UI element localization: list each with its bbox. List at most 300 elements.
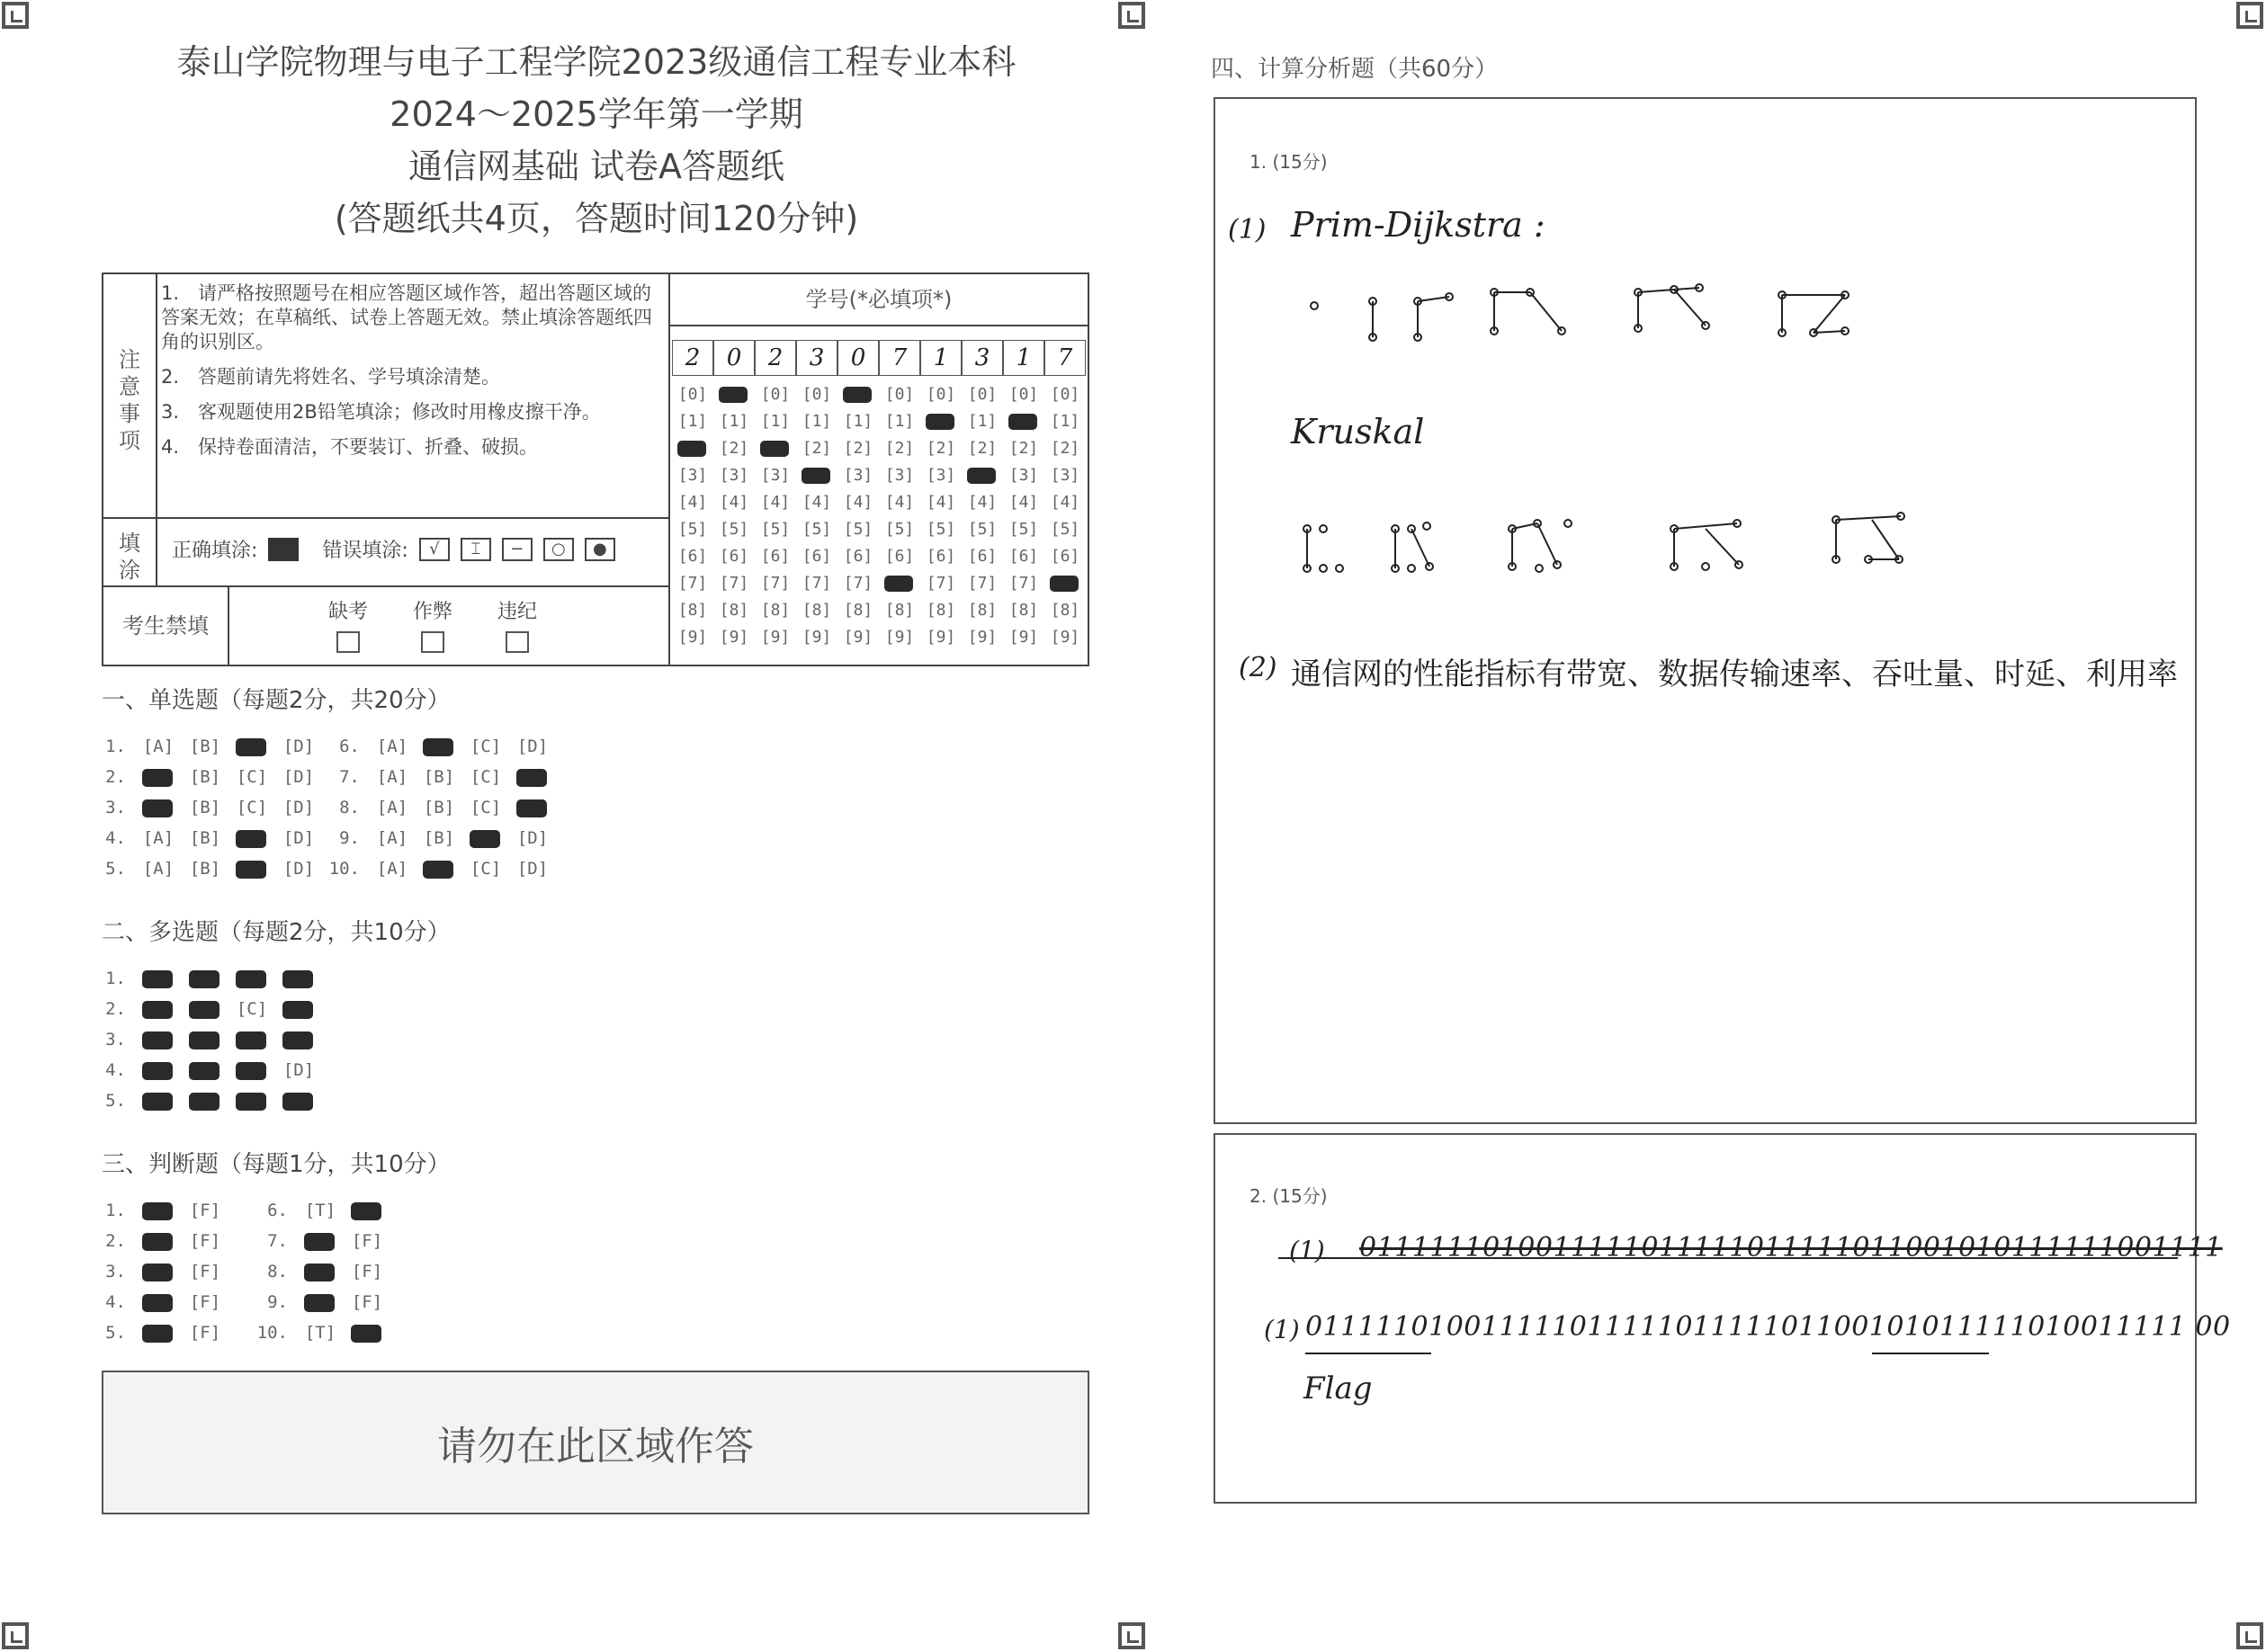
answer-option-bubble[interactable] [344, 1323, 390, 1343]
answer-option-bubble[interactable] [228, 1060, 275, 1080]
student-id-bubble[interactable]: [2] [802, 439, 832, 458]
student-id-bubble[interactable]: [4] [967, 493, 998, 512]
student-id-bubble[interactable]: [7] [843, 574, 873, 593]
answer-option-bubble[interactable]: [D] [516, 859, 549, 879]
question-row [90, 853, 322, 884]
answer-option-bubble[interactable] [509, 767, 556, 787]
section4-title: 四、计算分析题（共60分） [1211, 56, 1499, 83]
student-id-bubble[interactable]: [4] [677, 493, 708, 512]
answer-option-bubble[interactable]: [C] [236, 798, 268, 817]
student-id-bubble[interactable]: [4] [1008, 493, 1039, 512]
question-row [324, 792, 556, 823]
answer-option-bubble[interactable] [416, 737, 462, 756]
kruskal-tree-sketches [1296, 504, 1980, 594]
student-id-bubble[interactable]: [9] [719, 628, 749, 647]
answer-option-bubble[interactable] [297, 1292, 344, 1312]
answer-option-bubble[interactable]: [B] [189, 798, 221, 817]
exam-header [102, 36, 1091, 245]
answer-box-q2[interactable] [1214, 1133, 2231, 1504]
corner-marker-bottom-left [2, 1622, 29, 1649]
question-number: 2. [105, 1231, 126, 1251]
answer-option-bubble[interactable] [228, 859, 275, 879]
student-id-bubble[interactable]: [1] [967, 412, 998, 431]
answer-option-bubble[interactable]: [F] [351, 1292, 383, 1312]
prim-tree-sketches [1296, 270, 1881, 351]
answer-option-bubble[interactable] [135, 1262, 182, 1281]
answer-option-bubble[interactable] [228, 737, 275, 756]
question-number: 8. [267, 1262, 288, 1281]
student-id-bubble[interactable] [837, 384, 879, 406]
student-id-bubble[interactable]: [7] [677, 574, 708, 593]
question-row [252, 1317, 390, 1348]
forbid-side-label: 考生禁填 [103, 585, 229, 666]
student-id-bubble[interactable]: [0] [1008, 385, 1039, 404]
answer-option-bubble[interactable]: [B] [423, 767, 455, 787]
answer-option-bubble[interactable] [228, 1030, 275, 1049]
question-row [90, 731, 322, 762]
student-id-bubble[interactable]: [5] [677, 520, 708, 539]
student-id-bubble[interactable] [962, 465, 1003, 487]
question-row [90, 1055, 322, 1085]
question-row [90, 1256, 228, 1287]
student-id-bubble[interactable] [796, 465, 837, 487]
notice-side-label: 注意事项 [119, 347, 140, 453]
answer-option-bubble[interactable]: [C] [470, 798, 502, 817]
question-row [90, 963, 322, 994]
student-id-bubble[interactable]: [6] [926, 547, 956, 566]
header-line-1: 泰山学院物理与电子工程学院2023级通信工程专业本科 [176, 42, 1017, 82]
answer-option-bubble[interactable]: [D] [516, 737, 549, 756]
q2-flag-underline-2 [1872, 1353, 1989, 1354]
answer-option-bubble[interactable]: [C] [470, 737, 502, 756]
student-id-bubble[interactable]: [4] [719, 493, 749, 512]
student-id-bubble[interactable] [755, 438, 796, 460]
student-id-bubble[interactable]: [6] [884, 547, 915, 566]
student-id-bubble[interactable]: [1] [884, 412, 915, 431]
student-id-bubble[interactable]: [6] [760, 547, 791, 566]
student-id-bubble[interactable]: [2] [884, 439, 915, 458]
question-number: 10. [328, 859, 360, 879]
forbid-cheat-checkbox[interactable] [421, 631, 444, 653]
student-id-bubble[interactable]: [6] [967, 547, 998, 566]
student-id-digit: 0 [713, 340, 755, 376]
forbid-absent-checkbox[interactable] [336, 631, 360, 653]
student-id-bubble[interactable]: [4] [760, 493, 791, 512]
answer-option-bubble[interactable]: [A] [376, 798, 408, 817]
forbid-row [328, 596, 537, 653]
question-number: 7. [267, 1231, 288, 1251]
question-number: 1. [105, 1201, 126, 1220]
answer-option-bubble[interactable]: [F] [189, 1231, 221, 1251]
answer-option-bubble[interactable] [275, 969, 322, 988]
wrong-fill-sample: − [502, 538, 533, 561]
answer-option-bubble[interactable] [182, 969, 228, 988]
header-line-3: 通信网基础 试卷A答题纸 [408, 147, 785, 186]
student-id-bubble[interactable]: [0] [926, 385, 956, 404]
answer-option-bubble[interactable] [344, 1201, 390, 1220]
corner-marker-bottom-middle [1118, 1622, 1145, 1649]
answer-option-bubble[interactable] [135, 999, 182, 1019]
answer-option-bubble[interactable]: [B] [189, 828, 221, 848]
header-line-4: (答题纸共4页，答题时间120分钟) [334, 199, 859, 238]
answer-option-bubble[interactable] [135, 1231, 182, 1251]
question-number: 5. [105, 1091, 126, 1111]
q1-label: 1. (15分) [1249, 151, 1328, 173]
student-id-bubble[interactable]: [6] [802, 547, 832, 566]
wrong-fill-sample: √ [419, 538, 450, 561]
wrong-fill-sample: ⌶ [461, 538, 491, 561]
question-number: 10. [256, 1323, 288, 1343]
answer-option-bubble[interactable] [462, 828, 509, 848]
section3-column-left [90, 1195, 228, 1348]
student-id-bubble[interactable]: [5] [1008, 520, 1039, 539]
answer-option-bubble[interactable]: [A] [142, 828, 175, 848]
student-id-bubble[interactable]: [3] [677, 466, 708, 485]
question-row [90, 1226, 228, 1256]
answer-option-bubble[interactable] [275, 1091, 322, 1111]
forbid-violation-label: 违纪 [497, 601, 538, 623]
student-id-bubble[interactable]: [5] [884, 520, 915, 539]
student-id-bubble[interactable]: [8] [926, 601, 956, 620]
student-id-bubble[interactable]: [4] [884, 493, 915, 512]
student-id-bubble[interactable]: [9] [760, 628, 791, 647]
answer-option-bubble[interactable] [297, 1231, 344, 1251]
student-id-bubble[interactable]: [4] [843, 493, 873, 512]
corner-marker-bottom-right [2236, 1622, 2263, 1649]
notice-list [161, 281, 660, 470]
student-id-bubble[interactable]: [6] [843, 547, 873, 566]
student-id-title: 学号(*必填项*) [805, 287, 953, 312]
section1-column-left [90, 731, 322, 884]
q2-line2-label: (1) [1264, 1315, 1300, 1344]
student-id-digit: 3 [962, 340, 1003, 376]
student-id-bubble[interactable]: [6] [719, 547, 749, 566]
correct-fill-label: 正确填涂: [172, 540, 258, 562]
student-id-bubble[interactable]: [7] [926, 574, 956, 593]
student-id-bubble[interactable]: [6] [1050, 547, 1080, 566]
student-id-bubble[interactable]: [2] [926, 439, 956, 458]
student-id-bubble[interactable]: [9] [884, 628, 915, 647]
student-id-digit: 1 [1003, 340, 1044, 376]
student-id-digit: 1 [920, 340, 962, 376]
question-row [324, 823, 556, 853]
answer-option-bubble[interactable] [416, 859, 462, 879]
student-id-bubble[interactable] [920, 411, 962, 433]
answer-option-bubble[interactable]: [A] [142, 737, 175, 756]
student-id-bubble[interactable]: [5] [926, 520, 956, 539]
question-row [90, 823, 322, 853]
student-id-bubble[interactable]: [9] [967, 628, 998, 647]
answer-option-bubble[interactable] [135, 1030, 182, 1049]
q1-part1-label: (1) [1228, 214, 1267, 246]
answer-option-bubble[interactable] [135, 1060, 182, 1080]
student-id-bubble[interactable]: [0] [884, 385, 915, 404]
answer-option-bubble[interactable] [135, 1323, 182, 1343]
student-id-bubble[interactable]: [7] [719, 574, 749, 593]
notice-item: 3. 客观题使用2B铅笔填涂；修改时用橡皮擦干净。 [161, 401, 601, 423]
student-id-bubble[interactable] [1044, 573, 1086, 594]
student-id-bubble[interactable]: [3] [1050, 466, 1080, 485]
answer-option-bubble[interactable]: [B] [423, 828, 455, 848]
notice-item: 4. 保持卷面清洁，不要装订、折叠、破损。 [161, 436, 539, 458]
student-id-bubble[interactable]: [1] [802, 412, 832, 431]
answer-option-bubble[interactable]: [D] [516, 828, 549, 848]
student-id-bubble[interactable]: [0] [760, 385, 791, 404]
corner-marker-top-left [2, 2, 29, 29]
student-id-bubble[interactable]: [6] [677, 547, 708, 566]
student-id-digit: 0 [837, 340, 879, 376]
answer-option-bubble[interactable] [182, 999, 228, 1019]
answer-option-bubble[interactable] [182, 1060, 228, 1080]
section1-column-right [324, 731, 556, 884]
student-id-bubble[interactable]: [0] [677, 385, 708, 404]
student-id-bubble[interactable]: [7] [1008, 574, 1039, 593]
question-number: 3. [105, 1262, 126, 1281]
student-id-bubble[interactable]: [8] [760, 601, 791, 620]
answer-option-bubble[interactable] [182, 1091, 228, 1111]
answer-option-bubble[interactable]: [F] [351, 1262, 383, 1281]
question-number: 7. [339, 767, 360, 787]
student-id-bubble[interactable]: [8] [843, 601, 873, 620]
student-id-bubble[interactable]: [2] [967, 439, 998, 458]
student-id-bubble[interactable]: [2] [843, 439, 873, 458]
student-id-bubble[interactable]: [8] [967, 601, 998, 620]
answer-option-bubble[interactable]: [A] [376, 737, 408, 756]
fill-side-label: 填涂 [119, 531, 140, 583]
student-id-bubble[interactable]: [5] [843, 520, 873, 539]
q2-line1-label: (1) [1289, 1236, 1325, 1265]
q2-line2-bits: 01111101001111101111101111101100101011111010011111 00 [1305, 1311, 2231, 1343]
answer-option-bubble[interactable] [275, 999, 322, 1019]
student-id-digit: 2 [755, 340, 796, 376]
answer-option-bubble[interactable]: [B] [423, 798, 455, 817]
answer-option-bubble[interactable] [135, 969, 182, 988]
student-id-bubble[interactable]: [3] [926, 466, 956, 485]
q2-line1-strike [1278, 1257, 2178, 1259]
student-id-bubble[interactable]: [0] [967, 385, 998, 404]
answer-option-bubble[interactable] [228, 1091, 275, 1111]
student-id-bubble[interactable]: [8] [884, 601, 915, 620]
student-id-bubble[interactable]: [4] [926, 493, 956, 512]
section1-title: 一、单选题（每题2分，共20分） [102, 687, 451, 714]
student-id-bubble[interactable] [1003, 411, 1044, 433]
student-id-bubble[interactable]: [1] [843, 412, 873, 431]
question-number: 9. [267, 1292, 288, 1312]
student-id-digit: 3 [796, 340, 837, 376]
student-id-bubble[interactable]: [1] [1050, 412, 1080, 431]
student-id-bubble[interactable]: [2] [1008, 439, 1039, 458]
question-row [90, 1085, 322, 1116]
student-id-bubble[interactable]: [3] [719, 466, 749, 485]
question-number: 2. [105, 767, 126, 787]
student-id-bubble[interactable]: [5] [760, 520, 791, 539]
student-id-bubble[interactable]: [6] [1008, 547, 1039, 566]
question-row [90, 1287, 228, 1317]
answer-option-bubble[interactable]: [C] [470, 859, 502, 879]
question-row [90, 1195, 228, 1226]
notice-item: 2. 答题前请先将姓名、学号填涂清楚。 [161, 366, 501, 388]
answer-option-bubble[interactable]: [F] [189, 1201, 221, 1220]
question-row [324, 853, 556, 884]
answer-option-bubble[interactable]: [D] [282, 1060, 315, 1080]
student-id-bubble-grid [672, 384, 1086, 648]
student-id-bubble[interactable]: [5] [967, 520, 998, 539]
question-row [252, 1195, 390, 1226]
student-id-bubble[interactable]: [7] [802, 574, 832, 593]
answer-option-bubble[interactable]: [C] [236, 999, 268, 1019]
answer-option-bubble[interactable]: [A] [376, 767, 408, 787]
answer-option-bubble[interactable]: [D] [282, 859, 315, 879]
question-row [90, 994, 322, 1024]
answer-option-bubble[interactable]: [C] [470, 767, 502, 787]
question-number: 9. [339, 828, 360, 848]
student-id-bubble[interactable]: [5] [802, 520, 832, 539]
student-id-bubble[interactable]: [1] [719, 412, 749, 431]
forbid-violation-checkbox[interactable] [506, 631, 529, 653]
student-id-bubble[interactable]: [8] [802, 601, 832, 620]
answer-option-bubble[interactable]: [D] [282, 798, 315, 817]
student-id-bubble[interactable]: [9] [1050, 628, 1080, 647]
question-number: 1. [105, 969, 126, 988]
student-id-bubble[interactable]: [1] [760, 412, 791, 431]
answer-option-bubble[interactable] [228, 969, 275, 988]
student-id-bubble[interactable]: [4] [802, 493, 832, 512]
q1-kruskal-text: Kruskal [1291, 412, 1425, 451]
student-id-bubble[interactable]: [3] [843, 466, 873, 485]
section2-title: 二、多选题（每题2分，共10分） [102, 919, 451, 946]
answer-option-bubble[interactable]: [F] [189, 1323, 221, 1343]
student-id-bubble[interactable]: [3] [1008, 466, 1039, 485]
forbid-cheat-label: 作弊 [413, 601, 453, 623]
q1-prim-text: Prim-Dijkstra : [1291, 205, 1545, 245]
fill-example-row [172, 535, 615, 563]
forbid-absent-label: 缺考 [328, 601, 369, 623]
answer-option-bubble[interactable] [135, 767, 182, 787]
answer-option-bubble[interactable] [182, 1030, 228, 1049]
student-id-bubble[interactable]: [0] [802, 385, 832, 404]
correct-fill-sample [268, 538, 299, 561]
no-answer-zone: 请勿在此区域作答 [102, 1371, 1089, 1514]
student-id-bubble[interactable]: [9] [843, 628, 873, 647]
answer-option-bubble[interactable]: [F] [189, 1262, 221, 1281]
student-id-bubble[interactable]: [9] [1008, 628, 1039, 647]
q1-part2-text: 通信网的性能指标有带宽、数据传输速率、吞吐量、时延、利用率 [1291, 656, 2178, 692]
question-row [324, 731, 556, 762]
question-number: 8. [339, 798, 360, 817]
question-row [90, 1317, 228, 1348]
answer-option-bubble[interactable]: [A] [376, 828, 408, 848]
question-row [90, 792, 322, 823]
student-id-bubble[interactable]: [3] [760, 466, 791, 485]
answer-option-bubble[interactable]: [B] [189, 737, 221, 756]
answer-option-bubble[interactable]: [B] [189, 859, 221, 879]
student-id-bubble[interactable]: [4] [1050, 493, 1080, 512]
question-number: 4. [105, 828, 126, 848]
student-id-bubble[interactable]: [8] [677, 601, 708, 620]
student-id-bubble[interactable]: [0] [1050, 385, 1080, 404]
answer-option-bubble[interactable]: [A] [142, 859, 175, 879]
answer-option-bubble[interactable] [135, 1201, 182, 1220]
answer-option-bubble[interactable] [135, 798, 182, 817]
q2-line1-bits: 0111111010011111011111011111011001010111111001111 [1359, 1232, 2223, 1264]
student-id-bubble[interactable]: [9] [802, 628, 832, 647]
answer-option-bubble[interactable]: [A] [376, 859, 408, 879]
q2-flag-text: Flag [1303, 1371, 1373, 1406]
answer-option-bubble[interactable] [509, 798, 556, 817]
student-id-bubble[interactable]: [2] [719, 439, 749, 458]
student-id-digit: 7 [879, 340, 920, 376]
section3-title: 三、判断题（每题1分，共10分） [102, 1151, 451, 1178]
question-row [90, 1024, 322, 1055]
student-id-bubble[interactable] [713, 384, 755, 406]
answer-box-q1[interactable] [1214, 97, 2197, 1124]
question-number: 5. [105, 1323, 126, 1343]
student-id-bubble[interactable]: [5] [719, 520, 749, 539]
answer-option-bubble[interactable]: [D] [282, 737, 315, 756]
answer-option-bubble[interactable] [135, 1292, 182, 1312]
q1-part2-label: (2) [1239, 652, 1277, 683]
student-id-bubble[interactable]: [3] [884, 466, 915, 485]
student-id-bubble[interactable]: [8] [1008, 601, 1039, 620]
question-row [252, 1256, 390, 1287]
section2-column [90, 963, 322, 1116]
student-id-bubble[interactable]: [8] [1050, 601, 1080, 620]
student-id-bubble[interactable]: [1] [677, 412, 708, 431]
answer-option-bubble[interactable]: [F] [189, 1292, 221, 1312]
notice-item: 1. 请严格按照题号在相应答题区域作答，超出答题区域的答案无效；在草稿纸、试卷上答题无效。禁止填涂答题纸四角的识别区。 [161, 282, 652, 353]
answer-option-bubble[interactable] [297, 1262, 344, 1281]
wrong-fill-sample: ○ [543, 538, 574, 561]
answer-option-bubble[interactable] [275, 1030, 322, 1049]
student-id-bubble[interactable]: [8] [719, 601, 749, 620]
answer-option-bubble[interactable] [228, 828, 275, 848]
section3-column-right [252, 1195, 390, 1348]
student-id-bubble[interactable]: [7] [760, 574, 791, 593]
question-number: 1. [105, 737, 126, 756]
student-id-bubble[interactable] [879, 573, 920, 594]
answer-option-bubble[interactable]: [D] [282, 767, 315, 787]
answer-option-bubble[interactable]: [F] [351, 1231, 383, 1251]
question-number: 6. [339, 737, 360, 756]
corner-marker-top-middle [1118, 2, 1145, 29]
student-id-digit: 2 [672, 340, 713, 376]
student-id-bubble[interactable]: [7] [967, 574, 998, 593]
question-number: 2. [105, 999, 126, 1019]
answer-option-bubble[interactable]: [C] [236, 767, 268, 787]
question-number: 3. [105, 798, 126, 817]
student-id-bubble[interactable]: [2] [1050, 439, 1080, 458]
question-row [252, 1226, 390, 1256]
question-number: 3. [105, 1030, 126, 1049]
question-number: 4. [105, 1292, 126, 1312]
student-id-bubble[interactable] [672, 438, 713, 460]
student-id-bubble[interactable]: [9] [926, 628, 956, 647]
student-id-bubble[interactable]: [9] [677, 628, 708, 647]
answer-option-bubble[interactable]: [T] [304, 1323, 336, 1343]
wrong-fill-label: 错误填涂: [322, 540, 408, 562]
student-id-digits [672, 340, 1086, 376]
answer-option-bubble[interactable]: [D] [282, 828, 315, 848]
question-row [90, 762, 322, 792]
wrong-fill-sample: ● [585, 538, 615, 561]
answer-option-bubble[interactable]: [B] [189, 767, 221, 787]
header-line-2: 2024～2025学年第一学期 [390, 94, 803, 134]
student-id-bubble[interactable]: [5] [1050, 520, 1080, 539]
question-row [324, 762, 556, 792]
answer-option-bubble[interactable] [135, 1091, 182, 1111]
answer-option-bubble[interactable]: [T] [304, 1201, 336, 1220]
question-number: 4. [105, 1060, 126, 1080]
